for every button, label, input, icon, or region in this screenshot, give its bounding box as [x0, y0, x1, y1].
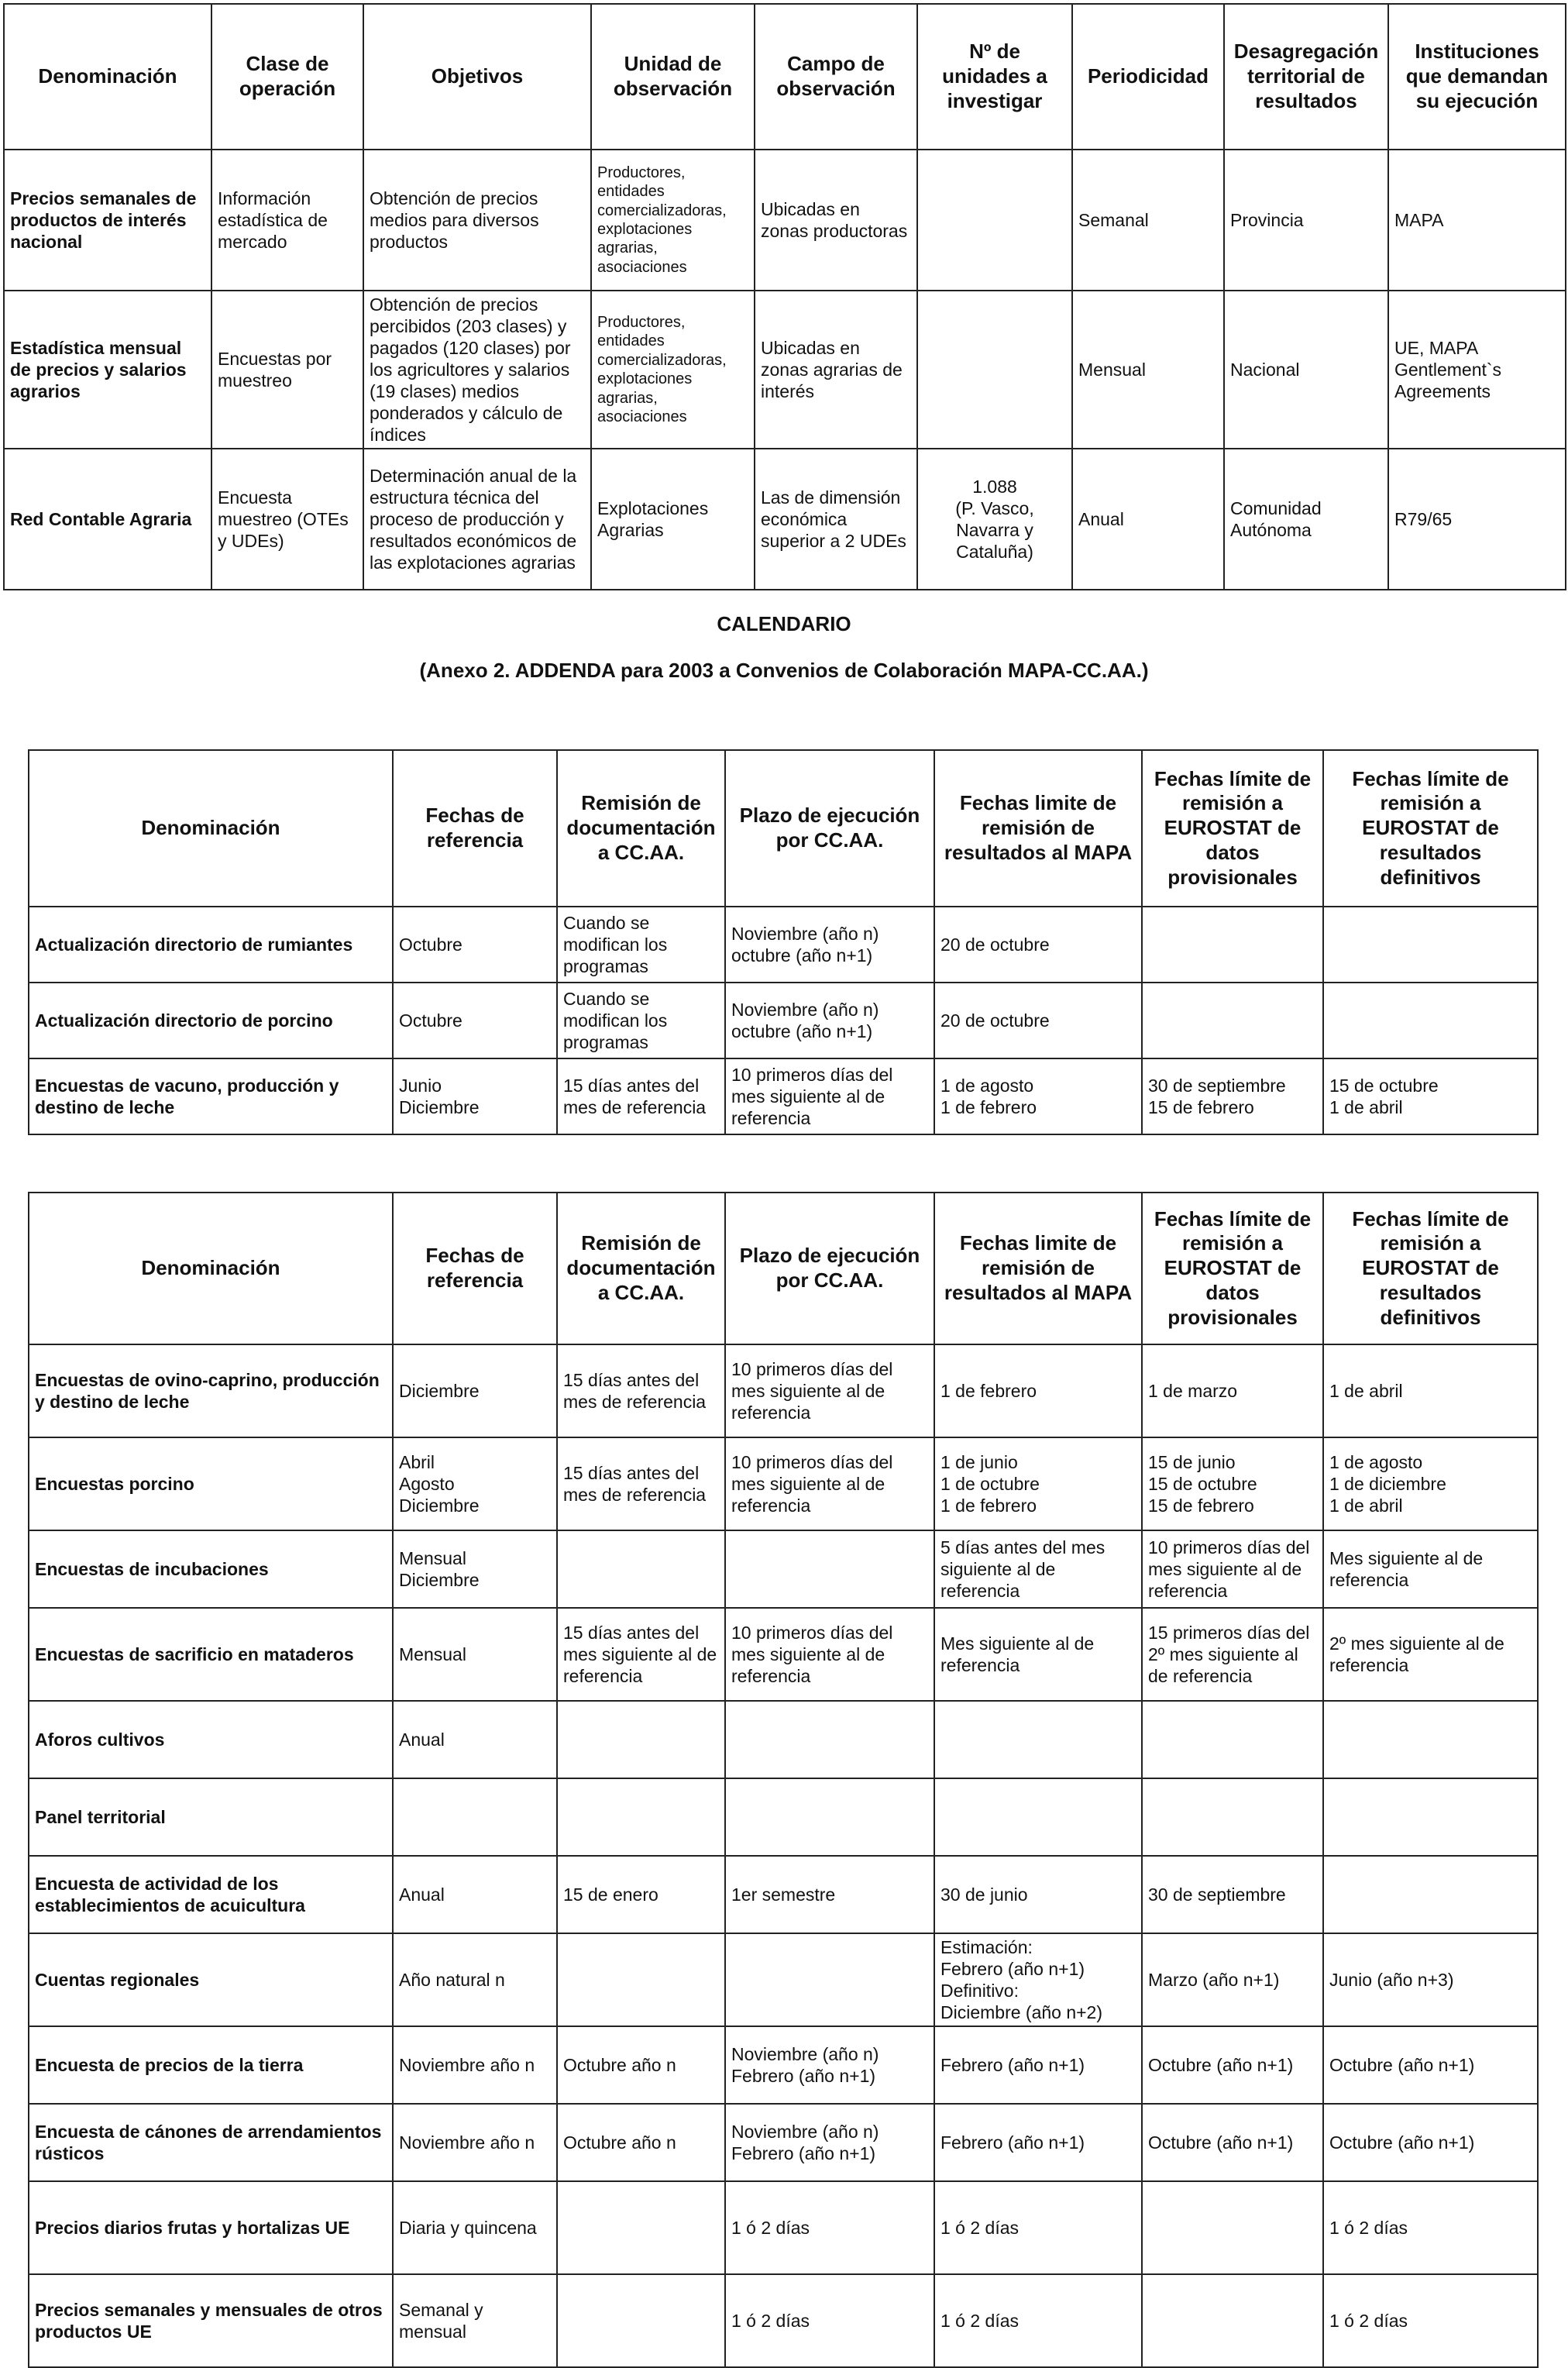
- col-header-denominacion: Denominación: [29, 1193, 393, 1344]
- cell-denominacion: Encuestas de sacrificio en mataderos: [29, 1608, 393, 1701]
- cell-denominacion: Precios diarios frutas y hortalizas UE: [29, 2181, 393, 2274]
- table-row: [29, 2181, 1538, 2274]
- table-row: [29, 2104, 1538, 2181]
- cell-eurostat-prov: [1142, 1701, 1323, 1778]
- cell-remision: [557, 2181, 725, 2274]
- cell-fecha-mapa: 30 de junio: [934, 1856, 1142, 1933]
- cell-eurostat-def: 1 de abril: [1323, 1344, 1538, 1437]
- cell-fechas-referencia: Noviembre año n: [393, 2026, 557, 2104]
- cell-remision: Octubre año n: [557, 2026, 725, 2104]
- cell-periodicidad: Semanal: [1072, 150, 1224, 291]
- cell-plazo: 10 primeros días del mes siguiente al de referencia: [725, 1058, 934, 1134]
- cell-eurostat-def: [1323, 1856, 1538, 1933]
- cell-eurostat-prov: [1142, 1778, 1323, 1856]
- cell-remision: 15 días antes del mes siguiente al de referencia: [557, 1608, 725, 1701]
- cell-fechas-referencia: Semanal y mensual: [393, 2274, 557, 2367]
- cell-fecha-mapa: 1 de junio 1 de octubre 1 de febrero: [934, 1437, 1142, 1530]
- cell-desagregacion: Nacional: [1224, 291, 1388, 449]
- cell-remision: Octubre año n: [557, 2104, 725, 2181]
- cell-eurostat-def: 1 ó 2 días: [1323, 2274, 1538, 2367]
- cell-eurostat-def: [1323, 1778, 1538, 1856]
- cell-periodicidad: Mensual: [1072, 291, 1224, 449]
- cell-eurostat-prov: 1 de marzo: [1142, 1344, 1323, 1437]
- col-header-num-unidades: Nº de unidades a investigar: [917, 4, 1072, 150]
- cell-eurostat-def: [1323, 983, 1538, 1058]
- cell-clase: Encuesta muestreo (OTEs y UDEs): [211, 449, 363, 590]
- cell-denominacion: Cuentas regionales: [29, 1933, 393, 2026]
- cell-plazo: 10 primeros días del mes siguiente al de referencia: [725, 1437, 934, 1530]
- cell-eurostat-prov: Marzo (año n+1): [1142, 1933, 1323, 2026]
- table-row: [4, 449, 1566, 590]
- cell-remision: 15 días antes del mes de referencia: [557, 1437, 725, 1530]
- cell-plazo: Noviembre (año n) Febrero (año n+1): [725, 2104, 934, 2181]
- cell-eurostat-prov: [1142, 983, 1323, 1058]
- cell-plazo: 1er semestre: [725, 1856, 934, 1933]
- cell-eurostat-def: 2º mes siguiente al de referencia: [1323, 1608, 1538, 1701]
- cell-eurostat-def: 15 de octubre 1 de abril: [1323, 1058, 1538, 1134]
- cell-campo: Las de dimensión económica superior a 2 UDEs: [755, 449, 917, 590]
- cell-fechas-referencia: Anual: [393, 1701, 557, 1778]
- cell-remision: [557, 2274, 725, 2367]
- cell-fechas-referencia: Abril Agosto Diciembre: [393, 1437, 557, 1530]
- col-header-denominacion: Denominación: [4, 4, 211, 150]
- table-row: [29, 1058, 1538, 1134]
- col-header-desagregacion: Desagregación territorial de resultados: [1224, 4, 1388, 150]
- col-header-remision-documentacion: Remisión de documentación a CC.AA.: [557, 1193, 725, 1344]
- cell-denominacion: Encuestas de incubaciones: [29, 1530, 393, 1608]
- col-header-objetivos: Objetivos: [363, 4, 591, 150]
- table-row: [29, 1701, 1538, 1778]
- cell-desagregacion: Provincia: [1224, 150, 1388, 291]
- cell-denominacion: Actualización directorio de porcino: [29, 983, 393, 1058]
- cell-fecha-mapa: Febrero (año n+1): [934, 2104, 1142, 2181]
- cell-fecha-mapa: Estimación: Febrero (año n+1) Definitivo: Diciembre (año n+2): [934, 1933, 1142, 2026]
- cell-eurostat-def: Octubre (año n+1): [1323, 2026, 1538, 2104]
- cell-denominacion: Encuesta de cánones de arrendamientos rústicos: [29, 2104, 393, 2181]
- cell-num-unidades: [917, 150, 1072, 291]
- cell-denominacion: Red Contable Agraria: [4, 449, 211, 590]
- cell-remision: [557, 1778, 725, 1856]
- cell-denominacion: Encuestas porcino: [29, 1437, 393, 1530]
- cell-eurostat-def: 1 de agosto 1 de diciembre 1 de abril: [1323, 1437, 1538, 1530]
- table-row: [29, 907, 1538, 983]
- table-row: [29, 1344, 1538, 1437]
- table-header-row: [29, 750, 1538, 907]
- cell-eurostat-prov: 30 de septiembre 15 de febrero: [1142, 1058, 1323, 1134]
- cell-instituciones: R79/65: [1388, 449, 1566, 590]
- cell-plazo: [725, 1933, 934, 2026]
- cell-plazo: [725, 1701, 934, 1778]
- cell-eurostat-prov: 30 de septiembre: [1142, 1856, 1323, 1933]
- cell-eurostat-def: 1 ó 2 días: [1323, 2181, 1538, 2274]
- cell-eurostat-def: Junio (año n+3): [1323, 1933, 1538, 2026]
- cell-fecha-mapa: Febrero (año n+1): [934, 2026, 1142, 2104]
- cell-num-unidades: 1.088 (P. Vasco, Navarra y Cataluña): [917, 449, 1072, 590]
- cell-objetivos: Obtención de precios percibidos (203 clases) y pagados (120 clases) por los agricultores y salarios (19 clases) medios ponderados y cálculo de índices: [363, 291, 591, 449]
- cell-fechas-referencia: Diciembre: [393, 1344, 557, 1437]
- cell-fecha-mapa: 20 de octubre: [934, 983, 1142, 1058]
- col-header-denominacion: Denominación: [29, 750, 393, 907]
- cell-denominacion: Aforos cultivos: [29, 1701, 393, 1778]
- cell-eurostat-prov: [1142, 2274, 1323, 2367]
- cell-remision: 15 días antes del mes de referencia: [557, 1344, 725, 1437]
- table-row: [29, 1608, 1538, 1701]
- cell-periodicidad: Anual: [1072, 449, 1224, 590]
- cell-plazo: Noviembre (año n) octubre (año n+1): [725, 907, 934, 983]
- cell-denominacion: Encuestas de vacuno, producción y destino de leche: [29, 1058, 393, 1134]
- cell-fecha-mapa: 20 de octubre: [934, 907, 1142, 983]
- col-header-remision-documentacion: Remisión de documentación a CC.AA.: [557, 750, 725, 907]
- cell-fecha-mapa: 5 días antes del mes siguiente al de referencia: [934, 1530, 1142, 1608]
- cell-fechas-referencia: Diaria y quincena: [393, 2181, 557, 2274]
- cell-remision: 15 días antes del mes de referencia: [557, 1058, 725, 1134]
- table-row: [29, 1933, 1538, 2026]
- cell-fecha-mapa: 1 de agosto 1 de febrero: [934, 1058, 1142, 1134]
- cell-clase: Información estadística de mercado: [211, 150, 363, 291]
- cell-eurostat-prov: 15 primeros días del 2º mes siguiente al de referencia: [1142, 1608, 1323, 1701]
- cell-campo: Ubicadas en zonas agrarias de interés: [755, 291, 917, 449]
- cell-campo: Ubicadas en zonas productoras: [755, 150, 917, 291]
- cell-unidad: Explotaciones Agrarias: [591, 449, 755, 590]
- table-row: [4, 291, 1566, 449]
- cell-plazo: 1 ó 2 días: [725, 2181, 934, 2274]
- cell-eurostat-def: [1323, 907, 1538, 983]
- col-header-eurostat-definitivos: Fechas límite de remisión a EUROSTAT de resultados definitivos: [1323, 750, 1538, 907]
- cell-denominacion: Encuestas de ovino-caprino, producción y destino de leche: [29, 1344, 393, 1437]
- cell-denominacion: Encuesta de actividad de los establecimientos de acuicultura: [29, 1856, 393, 1933]
- col-header-clase: Clase de operación: [211, 4, 363, 150]
- cell-plazo: [725, 1530, 934, 1608]
- table-header-row: [4, 4, 1566, 150]
- cell-remision: [557, 1933, 725, 2026]
- col-header-eurostat-provisionales: Fechas límite de remisión a EUROSTAT de datos provisionales: [1142, 750, 1323, 907]
- cell-objetivos: Determinación anual de la estructura técnica del proceso de producción y resultados económicos de las explotaciones agrarias: [363, 449, 591, 590]
- cell-plazo: 10 primeros días del mes siguiente al de referencia: [725, 1344, 934, 1437]
- table-header-row: [29, 1193, 1538, 1344]
- cell-remision: Cuando se modifican los programas: [557, 983, 725, 1058]
- table-row: [29, 983, 1538, 1058]
- calendar-table-2: [28, 1192, 1539, 2368]
- col-header-instituciones: Instituciones que demandan su ejecución: [1388, 4, 1566, 150]
- cell-plazo: 10 primeros días del mes siguiente al de referencia: [725, 1608, 934, 1701]
- cell-plazo: Noviembre (año n) Febrero (año n+1): [725, 2026, 934, 2104]
- cell-denominacion: Panel territorial: [29, 1778, 393, 1856]
- cell-fecha-mapa: 1 ó 2 días: [934, 2274, 1142, 2367]
- cell-eurostat-prov: Octubre (año n+1): [1142, 2026, 1323, 2104]
- table-row: [29, 1856, 1538, 1933]
- cell-fecha-mapa: [934, 1701, 1142, 1778]
- cell-desagregacion: Comunidad Autónoma: [1224, 449, 1388, 590]
- cell-fecha-mapa: Mes siguiente al de referencia: [934, 1608, 1142, 1701]
- cell-unidad: Productores, entidades comercializadoras, explotaciones agrarias, asociaciones: [591, 291, 755, 449]
- cell-remision: [557, 1530, 725, 1608]
- calendar-title: CALENDARIO: [717, 612, 851, 635]
- cell-plazo: 1 ó 2 días: [725, 2274, 934, 2367]
- col-header-fechas-mapa: Fechas limite de remisión de resultados al MAPA: [934, 1193, 1142, 1344]
- cell-eurostat-prov: Octubre (año n+1): [1142, 2104, 1323, 2181]
- cell-fechas-referencia: Octubre: [393, 983, 557, 1058]
- cell-fechas-referencia: Noviembre año n: [393, 2104, 557, 2181]
- operations-table: [3, 3, 1566, 590]
- col-header-eurostat-provisionales: Fechas límite de remisión a EUROSTAT de datos provisionales: [1142, 1193, 1323, 1344]
- col-header-fechas-referencia: Fechas de referencia: [393, 750, 557, 907]
- table-row: [29, 2274, 1538, 2367]
- cell-eurostat-prov: [1142, 2181, 1323, 2274]
- cell-clase: Encuestas por muestreo: [211, 291, 363, 449]
- cell-fecha-mapa: 1 ó 2 días: [934, 2181, 1142, 2274]
- cell-fechas-referencia: Año natural n: [393, 1933, 557, 2026]
- cell-denominacion: Precios semanales de productos de interés nacional: [4, 150, 211, 291]
- table-row: [4, 150, 1566, 291]
- table-row: [29, 1778, 1538, 1856]
- col-header-fechas-mapa: Fechas limite de remisión de resultados al MAPA: [934, 750, 1142, 907]
- col-header-plazo-ejecucion: Plazo de ejecución por CC.AA.: [725, 750, 934, 907]
- cell-remision: Cuando se modifican los programas: [557, 907, 725, 983]
- col-header-eurostat-definitivos: Fechas límite de remisión a EUROSTAT de resultados definitivos: [1323, 1193, 1538, 1344]
- cell-remision: [557, 1701, 725, 1778]
- cell-fechas-referencia: Mensual: [393, 1608, 557, 1701]
- cell-plazo: [725, 1778, 934, 1856]
- cell-denominacion: Estadística mensual de precios y salarios agrarios: [4, 291, 211, 449]
- col-header-periodicidad: Periodicidad: [1072, 4, 1224, 150]
- cell-objetivos: Obtención de precios medios para diversos productos: [363, 150, 591, 291]
- cell-eurostat-prov: [1142, 907, 1323, 983]
- cell-denominacion: Actualización directorio de rumiantes: [29, 907, 393, 983]
- cell-denominacion: Precios semanales y mensuales de otros productos UE: [29, 2274, 393, 2367]
- cell-eurostat-prov: 15 de junio 15 de octubre 15 de febrero: [1142, 1437, 1323, 1530]
- cell-plazo: Noviembre (año n) octubre (año n+1): [725, 983, 934, 1058]
- table-row: [29, 1530, 1538, 1608]
- col-header-fechas-referencia: Fechas de referencia: [393, 1193, 557, 1344]
- cell-eurostat-prov: 10 primeros días del mes siguiente al de referencia: [1142, 1530, 1323, 1608]
- cell-fechas-referencia: Octubre: [393, 907, 557, 983]
- cell-eurostat-def: Mes siguiente al de referencia: [1323, 1530, 1538, 1608]
- cell-fecha-mapa: 1 de febrero: [934, 1344, 1142, 1437]
- col-header-campo: Campo de observación: [755, 4, 917, 150]
- cell-instituciones: MAPA: [1388, 150, 1566, 291]
- cell-remision: 15 de enero: [557, 1856, 725, 1933]
- col-header-plazo-ejecucion: Plazo de ejecución por CC.AA.: [725, 1193, 934, 1344]
- cell-unidad: Productores, entidades comercializadoras, explotaciones agrarias, asociaciones: [591, 150, 755, 291]
- cell-fechas-referencia: Mensual Diciembre: [393, 1530, 557, 1608]
- calendar-subtitle: (Anexo 2. ADDENDA para 2003 a Convenios de Colaboración MAPA-CC.AA.): [419, 659, 1149, 682]
- cell-denominacion: Encuesta de precios de la tierra: [29, 2026, 393, 2104]
- cell-fechas-referencia: [393, 1778, 557, 1856]
- cell-num-unidades: [917, 291, 1072, 449]
- cell-eurostat-def: [1323, 1701, 1538, 1778]
- cell-fechas-referencia: Anual: [393, 1856, 557, 1933]
- table-row: [29, 1437, 1538, 1530]
- cell-fecha-mapa: [934, 1778, 1142, 1856]
- table-row: [29, 2026, 1538, 2104]
- col-header-unidad: Unidad de observación: [591, 4, 755, 150]
- cell-fechas-referencia: Junio Diciembre: [393, 1058, 557, 1134]
- cell-instituciones: UE, MAPA Gentlement`s Agreements: [1388, 291, 1566, 449]
- cell-eurostat-def: Octubre (año n+1): [1323, 2104, 1538, 2181]
- calendar-table-1: [28, 749, 1539, 1135]
